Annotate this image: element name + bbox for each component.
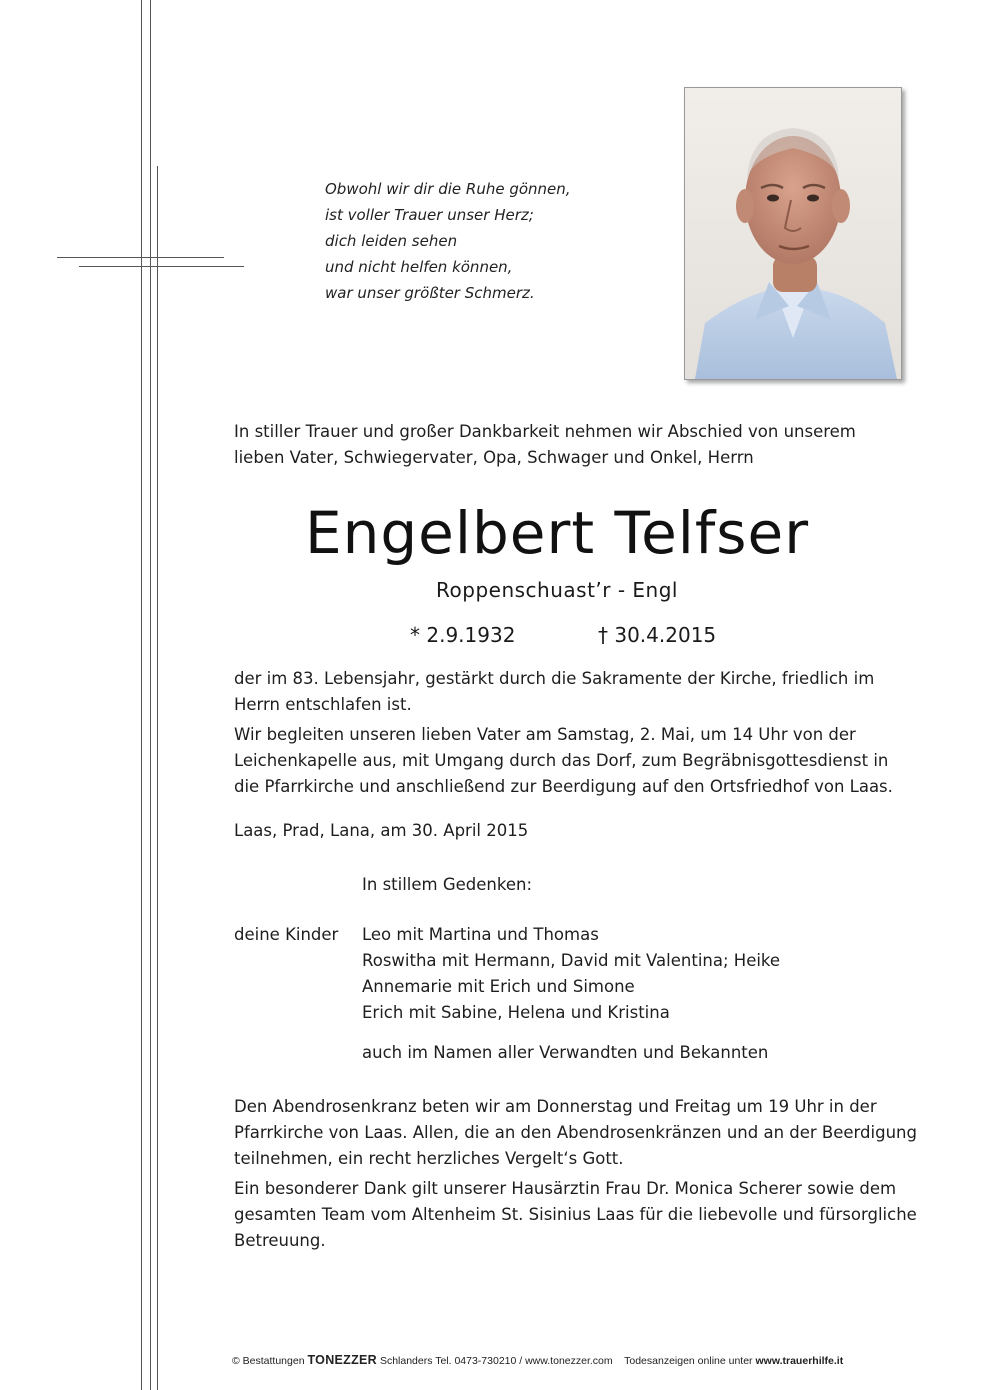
paragraph-line: Pfarrkirche von Laas. Allen, die an den Abendrosenkränzen und an der Beerdigung	[234, 1123, 917, 1142]
family-member: Annemarie mit Erich und Simone	[362, 977, 635, 996]
intro-text	[234, 419, 880, 471]
birth-date: * 2.9.1932	[410, 623, 516, 647]
footer-brand: TONEZZER	[307, 1353, 378, 1367]
relatives-note: auch im Namen aller Verwandten und Bekannten	[362, 1043, 769, 1062]
poem-line: war unser größter Schmerz.	[325, 284, 535, 302]
thanks-paragraph	[234, 1176, 917, 1254]
deceased-name: Engelbert Telfser	[304, 499, 810, 567]
paragraph-line: Wir begleiten unseren lieben Vater am Samstag, 2. Mai, um 14 Uhr von der	[234, 725, 856, 744]
portrait-illustration	[685, 88, 901, 379]
cross-horizontal-line-top	[57, 257, 224, 258]
footer-online-text: Todesanzeigen online unter	[624, 1355, 753, 1367]
cross-horizontal-line-bottom	[79, 266, 244, 267]
paragraph-line: Betreuung.	[234, 1231, 326, 1250]
deceased-nickname: Roppenschuast’r - Engl	[436, 578, 678, 602]
paragraph-line: teilnehmen, ein recht herzliches Vergelt‘s Gott.	[234, 1149, 624, 1168]
paragraph-line: Ein besonderer Dank gilt unserer Hausärztin Frau Dr. Monica Scherer sowie dem	[234, 1179, 897, 1198]
family-member: Roswitha mit Hermann, David mit Valentina; Heike	[362, 951, 781, 970]
death-date: † 30.4.2015	[598, 623, 717, 647]
place-date: Laas, Prad, Lana, am 30. April 2015	[234, 821, 529, 840]
paragraph-line: gesamten Team vom Altenheim St. Sisinius Laas für die liebevolle und fürsorgliche	[234, 1205, 917, 1224]
intro-line: In stiller Trauer und großer Dankbarkeit nehmen wir Abschied von unserem	[234, 422, 856, 441]
family-member: Erich mit Sabine, Helena und Kristina	[362, 1003, 670, 1022]
paragraph-line: Herrn entschlafen ist.	[234, 695, 412, 714]
funeral-paragraph	[234, 722, 912, 800]
poem-line: Obwohl wir dir die Ruhe gönnen,	[325, 180, 571, 198]
poem-line: dich leiden sehen	[325, 232, 458, 250]
poem-line: ist voller Trauer unser Herz;	[325, 206, 534, 224]
intro-line: lieben Vater, Schwiegervater, Opa, Schwager und Onkel, Herrn	[234, 448, 754, 467]
cross-vertical-line-inner	[157, 166, 158, 1390]
paragraph-line: der im 83. Lebensjahr, gestärkt durch die Sakramente der Kirche, friedlich im	[234, 669, 875, 688]
footer-location: Schlanders Tel. 0473-730210 / www.tonezzer.com	[379, 1355, 613, 1367]
family-member: Leo mit Martina und Thomas	[362, 925, 599, 944]
footer	[232, 1353, 843, 1367]
footer-online-link[interactable]: www.trauerhilfe.it	[755, 1355, 844, 1367]
family-list	[362, 922, 780, 1026]
footer-prefix: © Bestattungen	[232, 1355, 305, 1367]
rosary-paragraph	[234, 1094, 917, 1172]
paragraph-line: die Pfarrkirche und anschließend zur Beerdigung auf den Ortsfriedhof von Laas.	[234, 777, 893, 796]
portrait-photo	[684, 87, 902, 380]
family-label: deine Kinder	[234, 925, 339, 944]
cross-vertical-line-left	[141, 0, 142, 1390]
passing-paragraph	[234, 666, 912, 718]
cross-vertical-line-right	[150, 0, 151, 1390]
paragraph-line: Den Abendrosenkranz beten wir am Donnerstag und Freitag um 19 Uhr in der	[234, 1097, 877, 1116]
poem-line: und nicht helfen können,	[325, 258, 513, 276]
gedenken-heading: In stillem Gedenken:	[362, 875, 533, 894]
paragraph-line: Leichenkapelle aus, mit Umgang durch das Dorf, zum Begräbnisgottesdienst in	[234, 751, 889, 770]
poem	[325, 176, 625, 306]
